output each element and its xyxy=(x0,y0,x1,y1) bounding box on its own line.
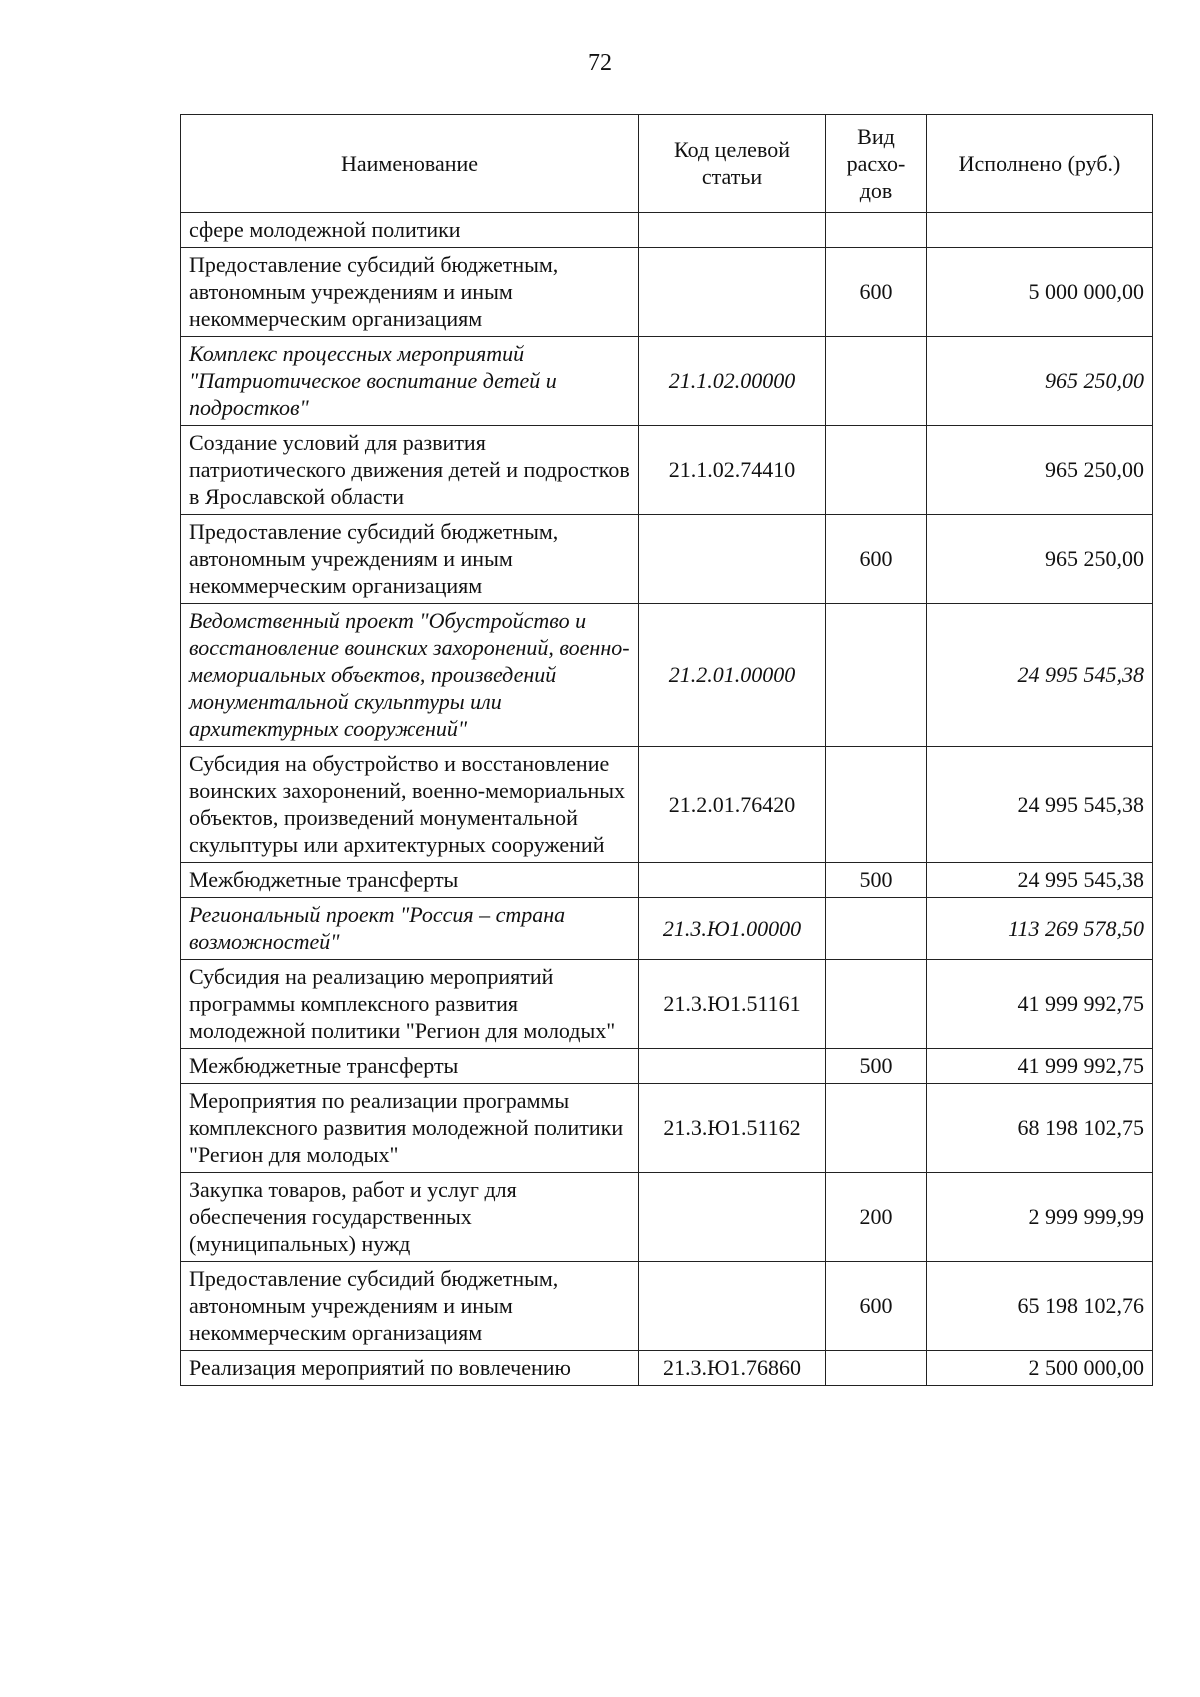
cell-executed-sum: 965 250,00 xyxy=(927,426,1153,515)
cell-name: Предоставление субсидий бюджетным, автономным учреждениям и иным некоммерческим организациям xyxy=(181,515,639,604)
table-row xyxy=(181,747,1153,863)
cell-expense-type xyxy=(826,1351,927,1386)
cell-name: Мероприятия по реализации программы комплексного развития молодежной политики "Регион для молодых" xyxy=(181,1084,639,1173)
cell-executed-sum: 965 250,00 xyxy=(927,337,1153,426)
table-row xyxy=(181,1049,1153,1084)
cell-code: 21.3.Ю1.51162 xyxy=(639,1084,826,1173)
cell-code: 21.2.01.00000 xyxy=(639,604,826,747)
table-body xyxy=(181,213,1153,1386)
table-row xyxy=(181,898,1153,960)
cell-executed-sum: 68 198 102,75 xyxy=(927,1084,1153,1173)
cell-executed-sum: 2 999 999,99 xyxy=(927,1173,1153,1262)
cell-name: Предоставление субсидий бюджетным, автономным учреждениям и иным некоммерческим организациям xyxy=(181,1262,639,1351)
table-row xyxy=(181,337,1153,426)
table-row xyxy=(181,1084,1153,1173)
cell-code xyxy=(639,1049,826,1084)
cell-name: Субсидия на реализацию мероприятий программы комплексного развития молодежной политики "Регион для молодых" xyxy=(181,960,639,1049)
table-row xyxy=(181,1351,1153,1386)
header-type: Вид расхо-дов xyxy=(826,115,927,213)
header-name: Наименование xyxy=(181,115,639,213)
cell-expense-type xyxy=(826,337,927,426)
cell-name: Межбюджетные трансферты xyxy=(181,1049,639,1084)
cell-executed-sum: 113 269 578,50 xyxy=(927,898,1153,960)
cell-code xyxy=(639,863,826,898)
cell-name: Ведомственный проект "Обустройство и восстановление воинских захоронений, военно-мемориальных объектов, произведений монументальной скульптуры или архитектурных сооружений" xyxy=(181,604,639,747)
table-row xyxy=(181,213,1153,248)
cell-name: Комплекс процессных мероприятий "Патриотическое воспитание детей и подростков" xyxy=(181,337,639,426)
budget-table xyxy=(180,114,1153,1386)
cell-executed-sum: 2 500 000,00 xyxy=(927,1351,1153,1386)
cell-expense-type: 600 xyxy=(826,515,927,604)
cell-code xyxy=(639,213,826,248)
cell-name: сфере молодежной политики xyxy=(181,213,639,248)
cell-name: Закупка товаров, работ и услуг для обеспечения государственных (муниципальных) нужд xyxy=(181,1173,639,1262)
page-number: 72 xyxy=(588,50,612,76)
cell-code: 21.3.Ю1.51161 xyxy=(639,960,826,1049)
cell-code xyxy=(639,1173,826,1262)
cell-name: Создание условий для развития патриотического движения детей и подростков в Ярославской области xyxy=(181,426,639,515)
cell-expense-type xyxy=(826,426,927,515)
cell-code: 21.1.02.74410 xyxy=(639,426,826,515)
cell-expense-type xyxy=(826,604,927,747)
table-row xyxy=(181,426,1153,515)
cell-name: Субсидия на обустройство и восстановление воинских захоронений, военно-мемориальных объектов, произведений монументальной скульптуры или архитектурных сооружений xyxy=(181,747,639,863)
header-row xyxy=(181,115,1153,213)
cell-code: 21.1.02.00000 xyxy=(639,337,826,426)
cell-code: 21.3.Ю1.00000 xyxy=(639,898,826,960)
header-code: Код целевой статьи xyxy=(639,115,826,213)
table-row xyxy=(181,1262,1153,1351)
cell-expense-type: 600 xyxy=(826,248,927,337)
cell-executed-sum: 41 999 992,75 xyxy=(927,960,1153,1049)
cell-expense-type xyxy=(826,1084,927,1173)
cell-expense-type xyxy=(826,213,927,248)
cell-executed-sum: 24 995 545,38 xyxy=(927,863,1153,898)
table-header xyxy=(181,115,1153,213)
cell-expense-type: 600 xyxy=(826,1262,927,1351)
cell-expense-type xyxy=(826,898,927,960)
cell-code xyxy=(639,248,826,337)
table-row xyxy=(181,863,1153,898)
cell-executed-sum: 65 198 102,76 xyxy=(927,1262,1153,1351)
cell-executed-sum xyxy=(927,213,1153,248)
cell-name: Реализация мероприятий по вовлечению xyxy=(181,1351,639,1386)
cell-executed-sum: 24 995 545,38 xyxy=(927,604,1153,747)
cell-executed-sum: 41 999 992,75 xyxy=(927,1049,1153,1084)
table-row xyxy=(181,515,1153,604)
cell-name: Предоставление субсидий бюджетным, автономным учреждениям и иным некоммерческим организациям xyxy=(181,248,639,337)
cell-expense-type: 200 xyxy=(826,1173,927,1262)
cell-expense-type xyxy=(826,960,927,1049)
cell-expense-type: 500 xyxy=(826,863,927,898)
table-row xyxy=(181,604,1153,747)
table-row xyxy=(181,960,1153,1049)
cell-name: Межбюджетные трансферты xyxy=(181,863,639,898)
cell-expense-type xyxy=(826,747,927,863)
cell-code xyxy=(639,515,826,604)
cell-name: Региональный проект "Россия – страна возможностей" xyxy=(181,898,639,960)
table-row xyxy=(181,1173,1153,1262)
cell-code: 21.2.01.76420 xyxy=(639,747,826,863)
cell-code: 21.3.Ю1.76860 xyxy=(639,1351,826,1386)
table-row xyxy=(181,248,1153,337)
cell-code xyxy=(639,1262,826,1351)
header-sum: Исполнено (руб.) xyxy=(927,115,1153,213)
cell-executed-sum: 5 000 000,00 xyxy=(927,248,1153,337)
cell-expense-type: 500 xyxy=(826,1049,927,1084)
cell-executed-sum: 965 250,00 xyxy=(927,515,1153,604)
cell-executed-sum: 24 995 545,38 xyxy=(927,747,1153,863)
